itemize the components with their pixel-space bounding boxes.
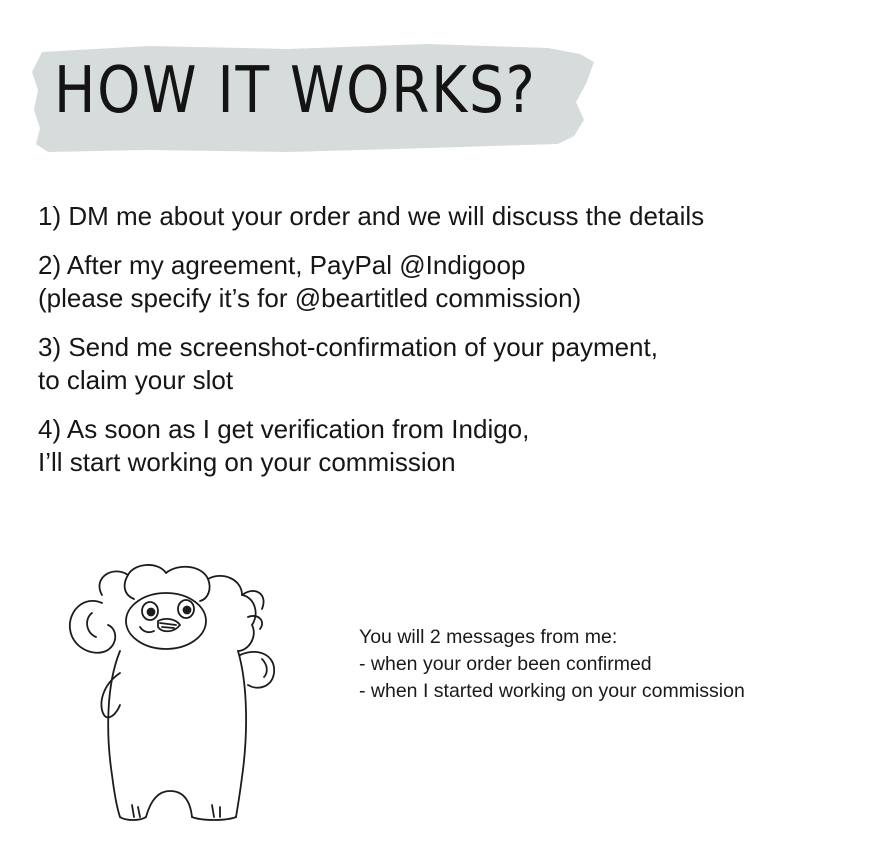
messages-note (359, 624, 745, 705)
step-2-subtext: (please specify it’s for @beartitled commission) (38, 283, 582, 313)
step-3 (38, 331, 838, 397)
step-3-text: 3) Send me screenshot-confirmation of your payment, (38, 332, 658, 362)
steps-list (38, 200, 838, 495)
bear-sketch-illustration (62, 555, 302, 825)
step-4-subtext: I’ll start working on your commission (38, 447, 456, 477)
step-4 (38, 413, 838, 479)
step-2-text: 2) After my agreement, PayPal @Indigoop (38, 250, 526, 280)
step-1-text: 1) DM me about your order and we will discuss the details (38, 201, 705, 231)
note-heading: You will 2 messages from me: (359, 626, 618, 648)
step-1 (38, 200, 838, 233)
page-title: HOW IT WORKS? (54, 54, 537, 128)
title-banner (28, 40, 596, 158)
note-item-confirmed: - when your order been confirmed (359, 653, 652, 675)
step-3-subtext: to claim your slot (38, 365, 234, 395)
step-2 (38, 249, 838, 315)
step-4-text: 4) As soon as I get verification from Indigo, (38, 414, 530, 444)
note-item-started: - when I started working on your commission (359, 680, 745, 702)
